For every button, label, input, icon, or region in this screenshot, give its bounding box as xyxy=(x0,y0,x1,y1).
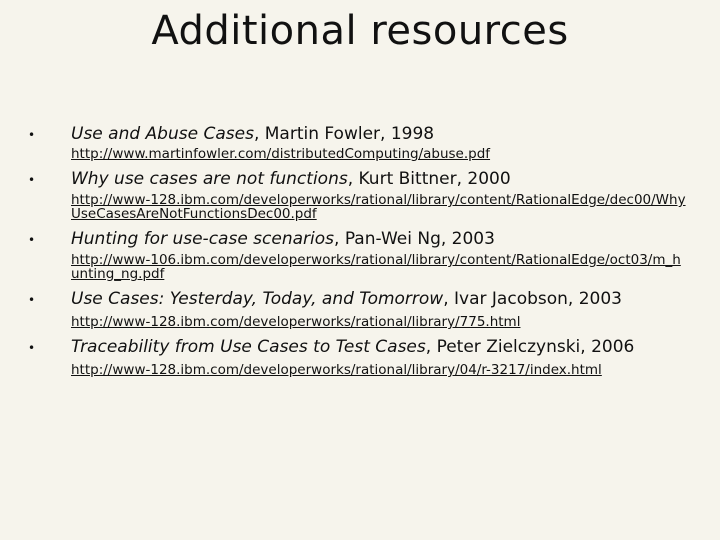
resource-item xyxy=(0,169,720,221)
resource-title: Why use cases are not functions xyxy=(71,169,348,189)
resource-citation xyxy=(71,337,691,357)
resource-item xyxy=(0,229,720,281)
resource-byline: , Martin Fowler, 1998 xyxy=(253,124,435,144)
resource-citation xyxy=(71,229,691,249)
resource-citation xyxy=(71,124,691,144)
resource-citation xyxy=(71,289,691,309)
resource-byline: , Pan-Wei Ng, 2003 xyxy=(334,229,495,249)
resource-item xyxy=(0,124,720,161)
resource-title: Use and Abuse Cases xyxy=(71,124,254,144)
resource-byline: , Kurt Bittner, 2000 xyxy=(347,169,511,189)
bullet-icon: • xyxy=(28,341,36,355)
resource-citation xyxy=(71,169,691,189)
resource-link[interactable]: http://www-128.ibm.com/developerworks/rational/library/775.html xyxy=(71,314,521,330)
resource-link[interactable]: http://www-128.ibm.com/developerworks/rational/library/04/r-3217/index.html xyxy=(71,362,602,378)
resource-byline: , Peter Zielczynski, 2006 xyxy=(425,337,635,357)
resource-title: Hunting for use-case scenarios xyxy=(71,229,335,249)
bullet-icon: • xyxy=(28,173,36,187)
bullet-icon: • xyxy=(28,128,36,142)
bullet-icon: • xyxy=(28,233,36,247)
resource-item xyxy=(0,289,720,329)
resource-list xyxy=(0,124,720,377)
resource-link[interactable]: http://www-106.ibm.com/developerworks/rational/library/content/RationalEdge/oct03/m_hunting_ng.pdf xyxy=(71,252,681,282)
slide-title: Additional resources xyxy=(151,8,569,54)
resource-byline: , Ivar Jacobson, 2003 xyxy=(443,289,622,309)
resource-link[interactable]: http://www-128.ibm.com/developerworks/rational/library/content/RationalEdge/dec00/WhyUseCasesAreNotFunctionsDec00.pdf xyxy=(71,192,686,222)
bullet-icon: • xyxy=(28,293,36,307)
resource-title: Traceability from Use Cases to Test Cases xyxy=(71,337,426,357)
resource-title: Use Cases: Yesterday, Today, and Tomorrow xyxy=(71,289,444,309)
resource-link[interactable]: http://www.martinfowler.com/distributedComputing/abuse.pdf xyxy=(71,146,491,162)
resource-item xyxy=(0,337,720,377)
